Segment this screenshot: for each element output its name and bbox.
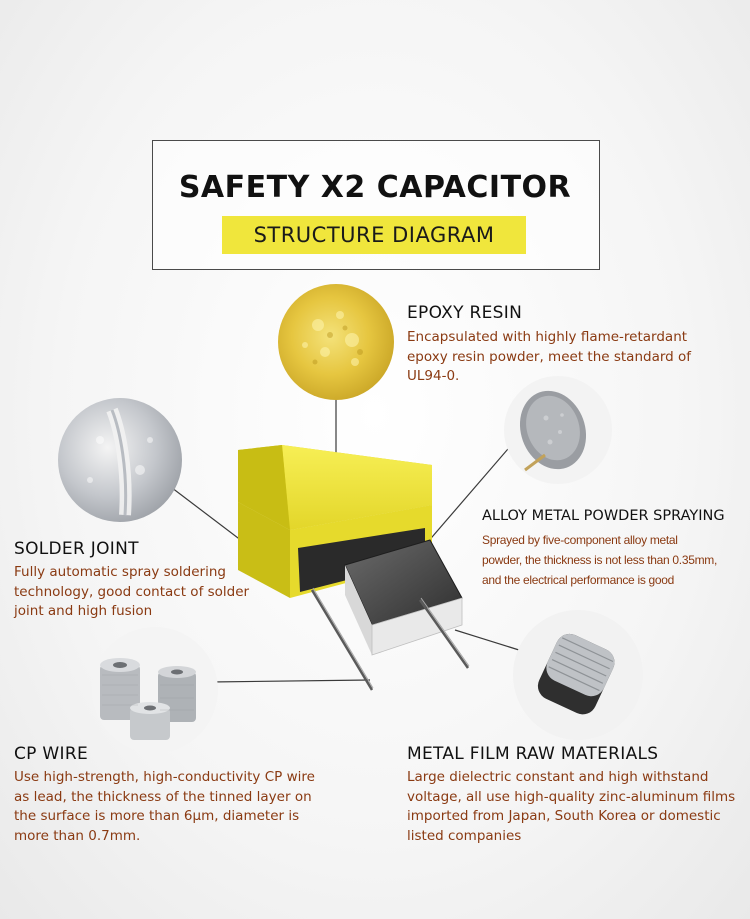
cp-wire-heading: CP WIRE: [14, 744, 89, 764]
diagram-title: SAFETY X2 CAPACITOR: [178, 170, 572, 205]
epoxy-resin-description: Encapsulated with highly flame-retardant epoxy resin powder, meet the standard of UL94-0.: [407, 329, 692, 384]
epoxy-resin-image: [278, 284, 394, 400]
cp-wire-description: Use high-strength, high-conductivity CP wire as lead, the thickness of the tinned layer on the surface is more than 6μm, diameter is more than 0.7mm.: [14, 769, 315, 844]
diagram-subtitle: STRUCTURE DIAGRAM: [253, 223, 495, 247]
alloy-metal-description: Sprayed by five-component alloy metal powder, the thickness is not less than 0.35mm, and the electrical performance is good: [482, 533, 717, 587]
solder-joint-heading: SOLDER JOINT: [14, 539, 139, 559]
metal-film-heading: METAL FILM RAW MATERIALS: [407, 744, 659, 764]
alloy-metal-heading: ALLOY METAL POWDER SPRAYING: [482, 508, 725, 524]
solder-joint-description: Fully automatic spray soldering technology, good contact of solder joint and high fusion: [14, 564, 250, 619]
epoxy-resin-heading: EPOXY RESIN: [407, 303, 523, 323]
metal-film-description: Large dielectric constant and high withstand voltage, all use high-quality zinc-aluminum films imported from Japan, South Korea or domestic listed companies: [407, 769, 736, 844]
